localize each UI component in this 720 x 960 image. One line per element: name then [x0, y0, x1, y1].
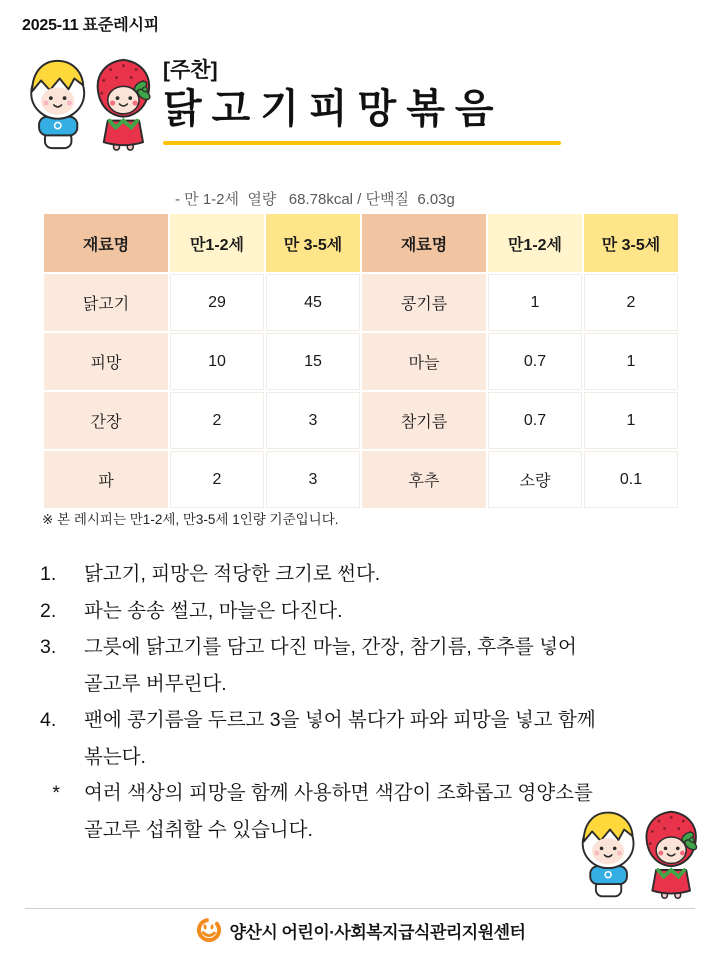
ingredient-cell: 콩기름	[361, 273, 487, 332]
footer	[0, 916, 720, 944]
nutrition-line-1-2: - 만 1-2세 열량 68.78kcal / 단백질 6.03g	[175, 191, 455, 208]
value-cell: 1	[583, 391, 679, 450]
value-cell: 0.7	[487, 332, 583, 391]
value-cell: 3	[265, 391, 361, 450]
ingredient-cell: 피망	[43, 332, 169, 391]
header-ingredient: 재료명	[43, 213, 169, 273]
table-row	[43, 450, 679, 509]
header-age-3-5: 만 3-5세	[583, 213, 679, 273]
step-number: 1.	[40, 563, 57, 585]
header-ingredient: 재료명	[361, 213, 487, 273]
value-cell: 2	[583, 273, 679, 332]
cooking-instructions	[40, 556, 688, 848]
value-cell: 15	[265, 332, 361, 391]
title-underline	[163, 141, 561, 145]
dish-category: [주찬]	[163, 59, 218, 82]
serving-note: ※ 본 레시피는 만1-2세, 만3-5세 1인량 기준입니다.	[42, 512, 339, 527]
recipe-title-block	[163, 58, 503, 134]
step-text: 팬에 콩기름을 두르고 3을 넣어 볶다가 파와 피망을 넣고 함께	[84, 709, 596, 731]
instruction-step	[40, 629, 688, 702]
value-cell: 1	[583, 332, 679, 391]
table-row	[43, 332, 679, 391]
step-text: 골고루 버무린다.	[84, 672, 227, 695]
value-cell: 0.1	[583, 450, 679, 509]
step-number: 3.	[40, 636, 57, 658]
tip-text: 골고루 섭취할 수 있습니다.	[84, 818, 313, 841]
header-age-1-2: 만1-2세	[487, 213, 583, 273]
header-age-3-5: 만 3-5세	[265, 213, 361, 273]
tip-text: 여러 색상의 피망을 함께 사용하면 색감이 조화롭고 영양소를	[84, 782, 593, 804]
value-cell: 1	[487, 273, 583, 332]
step-text: 닭고기, 피망은 적당한 크기로 썬다.	[84, 563, 381, 585]
step-number: 4.	[40, 709, 57, 731]
value-cell: 소량	[487, 450, 583, 509]
ingredients-table	[42, 212, 680, 510]
ingredient-cell: 간장	[43, 391, 169, 450]
step-text: 그릇에 닭고기를 담고 다진 마늘, 간장, 참기름, 후추를 넣어	[84, 636, 577, 658]
step-number: 2.	[40, 599, 57, 622]
footer-divider	[25, 908, 695, 909]
organization-name: 양산시 어린이·사회복지급식관리지원센터	[229, 922, 526, 942]
smiley-face-logo-icon	[195, 916, 223, 944]
recipe-title: 닭고기피망볶음	[163, 87, 504, 131]
instruction-step	[40, 702, 688, 775]
ingredient-cell: 마늘	[361, 332, 487, 391]
mascot-characters-top	[26, 54, 160, 154]
value-cell: 2	[169, 391, 265, 450]
value-cell: 0.7	[487, 391, 583, 450]
ingredient-cell: 후추	[361, 450, 487, 509]
mascot-characters-bottom	[578, 806, 706, 902]
instruction-step	[40, 556, 688, 593]
value-cell: 3	[265, 450, 361, 509]
step-text: 볶는다.	[84, 745, 146, 768]
document-label: 2025-11 표준레시피	[22, 17, 159, 34]
table-header-row	[43, 213, 679, 273]
step-text: 파는 송송 썰고, 마늘은 다진다.	[84, 599, 343, 622]
value-cell: 10	[169, 332, 265, 391]
value-cell: 2	[169, 450, 265, 509]
tip-marker: *	[52, 782, 60, 804]
value-cell: 45	[265, 273, 361, 332]
ingredient-cell: 참기름	[361, 391, 487, 450]
value-cell: 29	[169, 273, 265, 332]
header-age-1-2: 만1-2세	[169, 213, 265, 273]
ingredient-cell: 닭고기	[43, 273, 169, 332]
ingredient-cell: 파	[43, 450, 169, 509]
instruction-step	[40, 593, 688, 630]
table-row	[43, 273, 679, 332]
table-row	[43, 391, 679, 450]
